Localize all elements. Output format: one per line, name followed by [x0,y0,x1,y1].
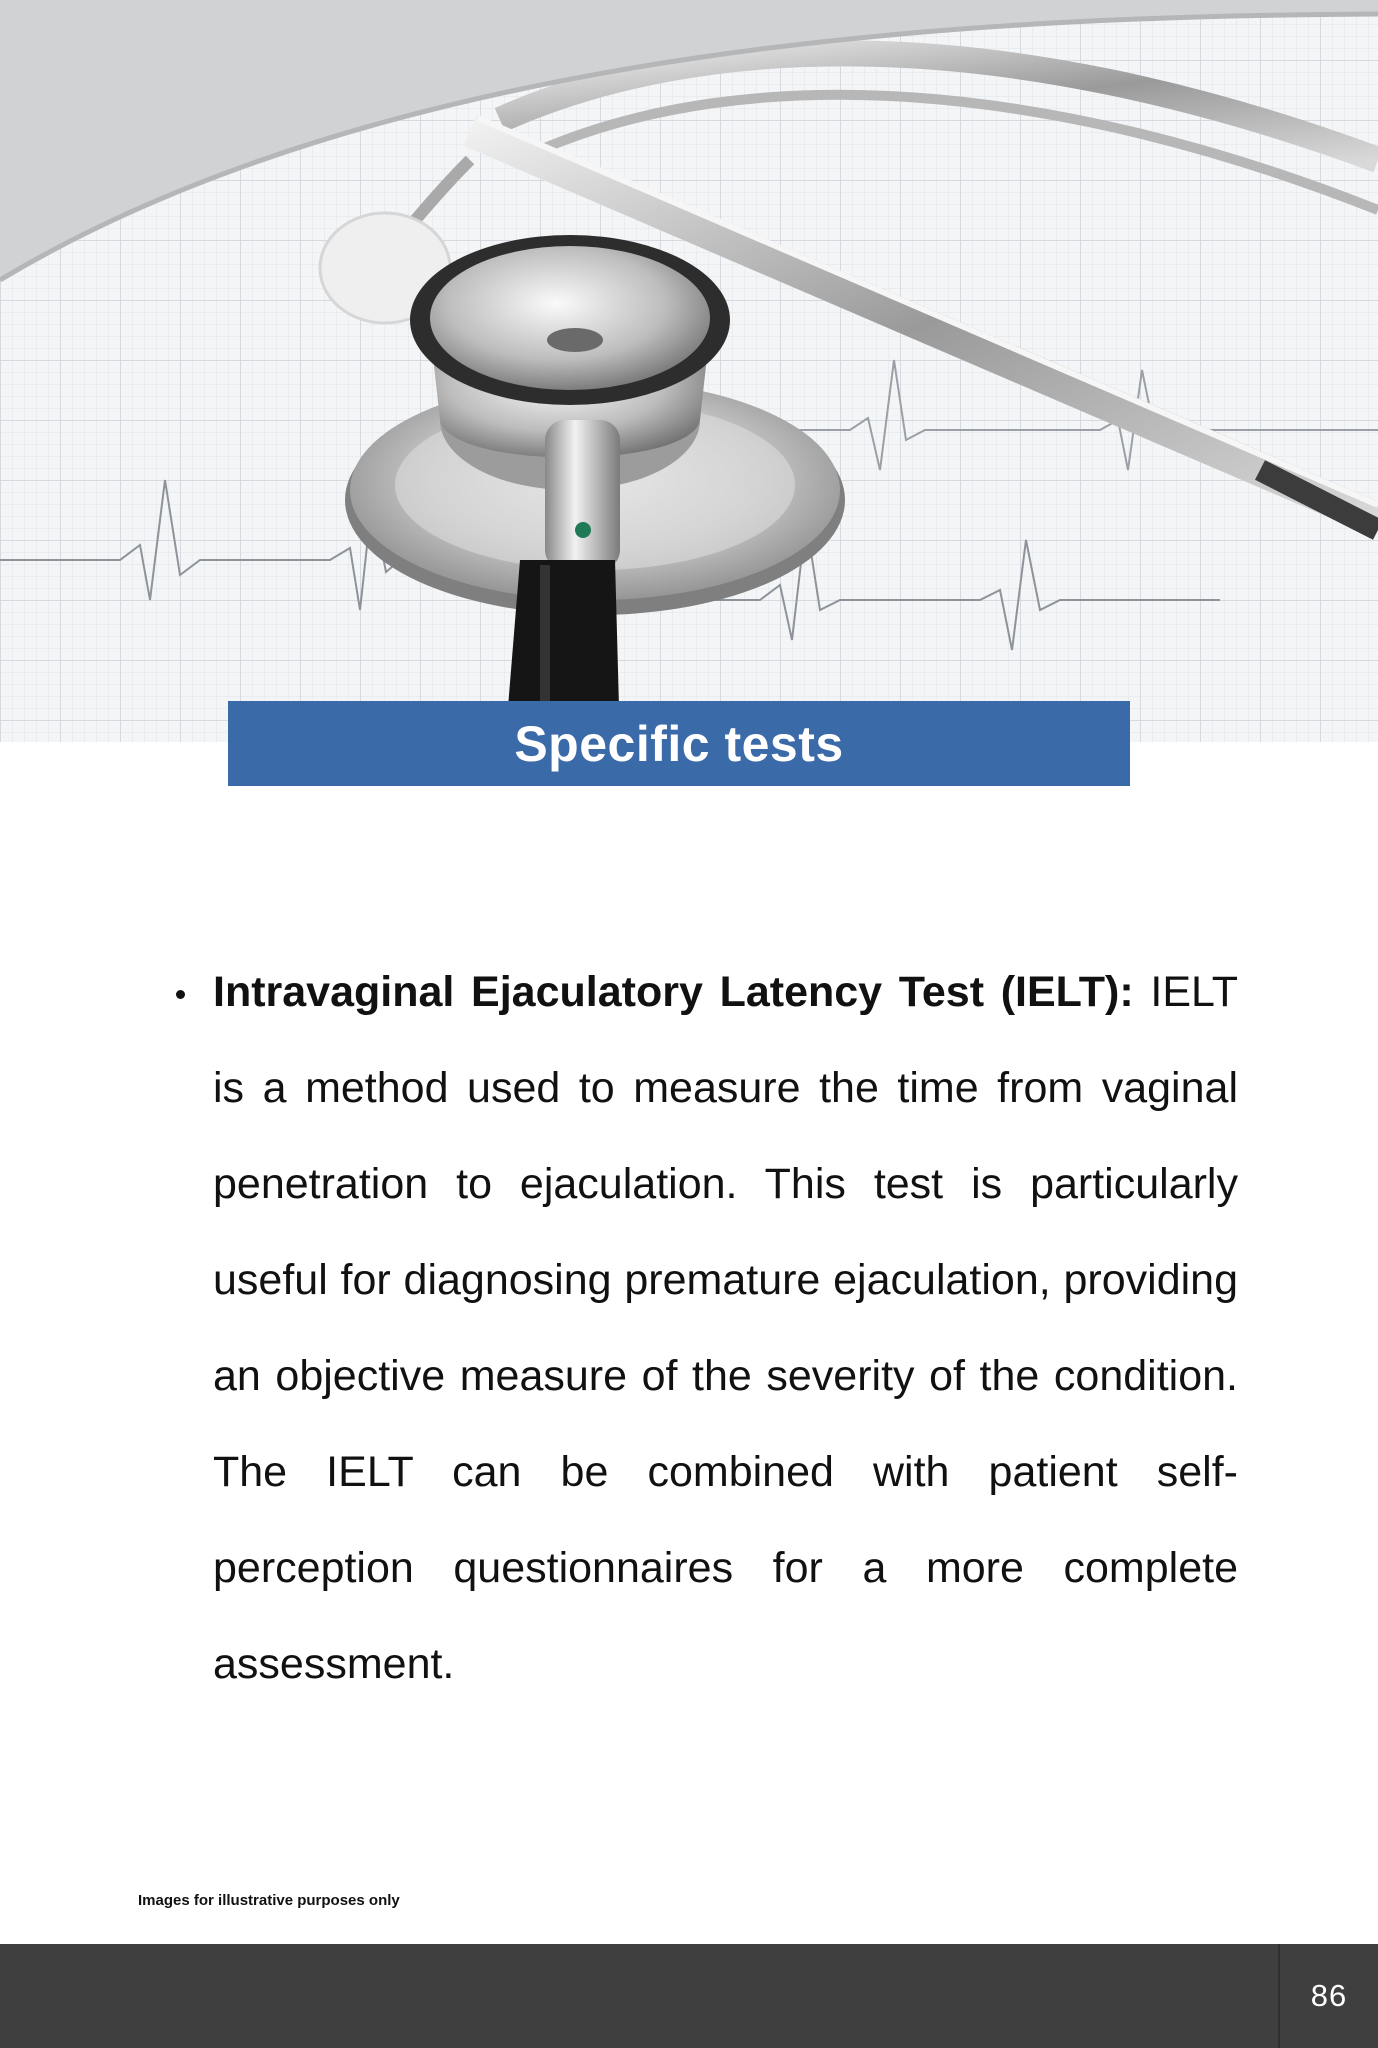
list-item [166,944,1238,1712]
bullet-heading: Intravaginal Ejaculatory Latency Test (IELT): [213,968,1151,1016]
stethoscope-image [0,0,1378,744]
bullet-body: IELT is a method used to measure the time from vaginal penetration to ejaculation. This test is particularly useful for diagnosing premature ejaculation, providing an objective measure of the severity of the condition. The IELT can be combined with patient self-perception questionnaires for a more complete assessment. [213,968,1238,1688]
content-body [166,944,1238,1712]
page-number-box [1278,1944,1378,2048]
footer-bar [0,1944,1378,2048]
header-illustration [0,0,1378,744]
page-number: 86 [1310,1978,1348,2013]
bullet-icon [176,990,185,999]
section-title-banner [228,701,1130,786]
image-disclaimer: Images for illustrative purposes only [138,1892,400,1909]
page-title: Specific tests [514,715,844,772]
